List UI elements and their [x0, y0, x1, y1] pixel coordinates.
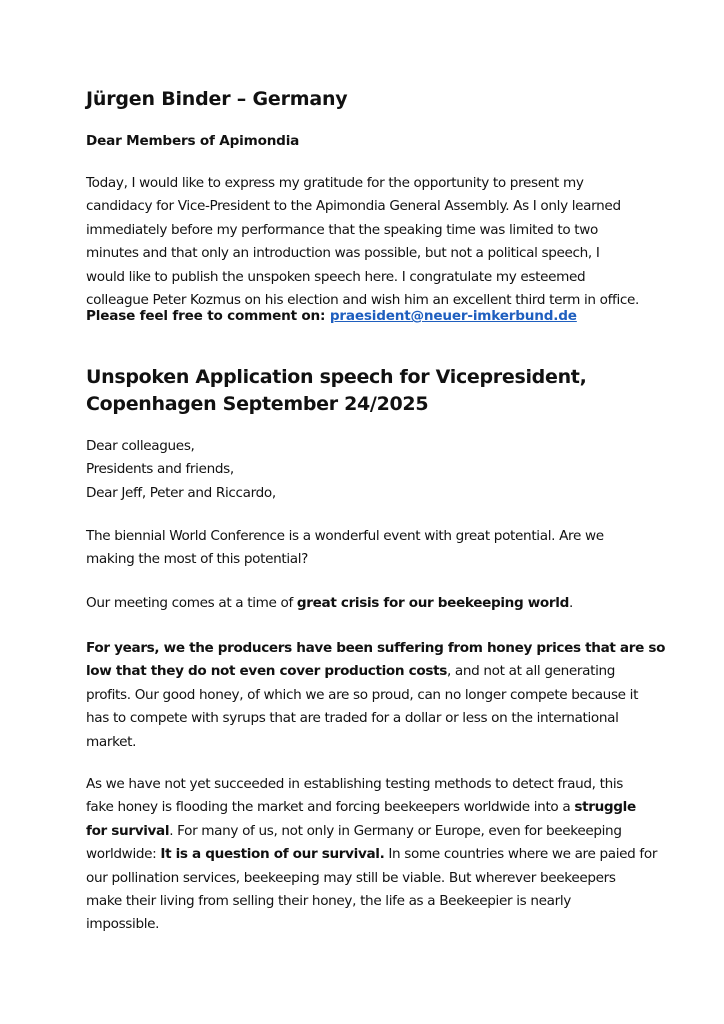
intro-line: Today, I would like to express my gratitude for the opportunity to present my [86, 175, 584, 191]
intro-line: candidacy for Vice-President to the Apimondia General Assembly. As I only learned [86, 198, 621, 215]
text-span: In some countries where we are paied for [384, 846, 658, 863]
paragraph-line: market. [86, 733, 137, 750]
intro-line: immediately before my performance that the speaking time was limited to two [86, 221, 599, 238]
emphasis-span: for survival [86, 822, 170, 839]
speech-title-line: Copenhagen September 24/2025 [86, 393, 429, 415]
intro-line: colleague Peter Kozmus on his election and wish him an excellent third term in office. [86, 292, 640, 309]
paragraph-prices [86, 637, 665, 754]
paragraph-fraud [86, 773, 657, 937]
comment-line [86, 308, 577, 324]
paragraph-line: making the most of this potential? [86, 551, 309, 568]
salutation-line: Dear colleagues, [86, 438, 195, 454]
intro-line: minutes and that only an introduction was possible, but not a political speech, I [86, 245, 600, 262]
page-title: Jürgen Binder – Germany [86, 88, 348, 110]
paragraph-line: As we have not yet succeeded in establishing testing methods to detect fraud, this [86, 776, 624, 792]
salutation-line: Presidents and friends, [86, 461, 234, 478]
text-span: worldwide: [86, 846, 161, 863]
emphasis-line: For years, we the producers have been suffering from honey prices that are so [86, 640, 666, 656]
paragraph-line: has to compete with syrups that are traded for a dollar or less on the international [86, 710, 619, 727]
paragraph-line: profits. Our good honey, of which we are so proud, can no longer compete because it [86, 686, 639, 703]
text-span: . For many of us, not only in Germany or Europe, even for beekeeping [169, 822, 622, 839]
emphasis-span: low that they do not even cover production costs [86, 663, 447, 680]
intro-line: would like to publish the unspoken speech here. I congratulate my esteemed [86, 268, 586, 285]
email-link[interactable]: praesident@neuer-imkerbund.de [329, 308, 577, 324]
paragraph-line: make their living from selling their honey, the life as a Beekeepier is nearly [86, 893, 571, 910]
comment-label: Please feel free to comment on: [86, 308, 330, 324]
paragraph-crisis [86, 592, 573, 615]
paragraph-line [86, 843, 657, 866]
text-span: , and not at all generating [446, 663, 616, 680]
speech-title [86, 364, 587, 418]
intro-paragraph [86, 172, 639, 312]
text-span: fake honey is flooding the market and forcing beekeepers worldwide into a [86, 799, 575, 816]
salutations [86, 435, 276, 505]
paragraph-line: impossible. [86, 916, 160, 933]
speech-title-line: Unspoken Application speech for Vicepresident, [86, 366, 587, 388]
greeting-heading: Dear Members of Apimondia [86, 133, 300, 149]
paragraph-line [86, 796, 657, 819]
emphasis-span: great crisis for our beekeeping world [296, 595, 569, 611]
paragraph-line [86, 660, 665, 683]
paragraph-line [86, 820, 657, 843]
paragraph-line: The biennial World Conference is a wonderful event with great potential. Are we [86, 528, 604, 544]
emphasis-span: struggle [574, 799, 636, 816]
paragraph-line: our pollination services, beekeeping may still be viable. But wherever beekeepers [86, 869, 616, 886]
salutation-line: Dear Jeff, Peter and Riccardo, [86, 484, 276, 501]
text-span: Our meeting comes at a time of [86, 595, 297, 611]
emphasis-span: It is a question of our survival. [160, 846, 385, 863]
paragraph-conference [86, 525, 604, 572]
text-span: . [568, 595, 573, 611]
